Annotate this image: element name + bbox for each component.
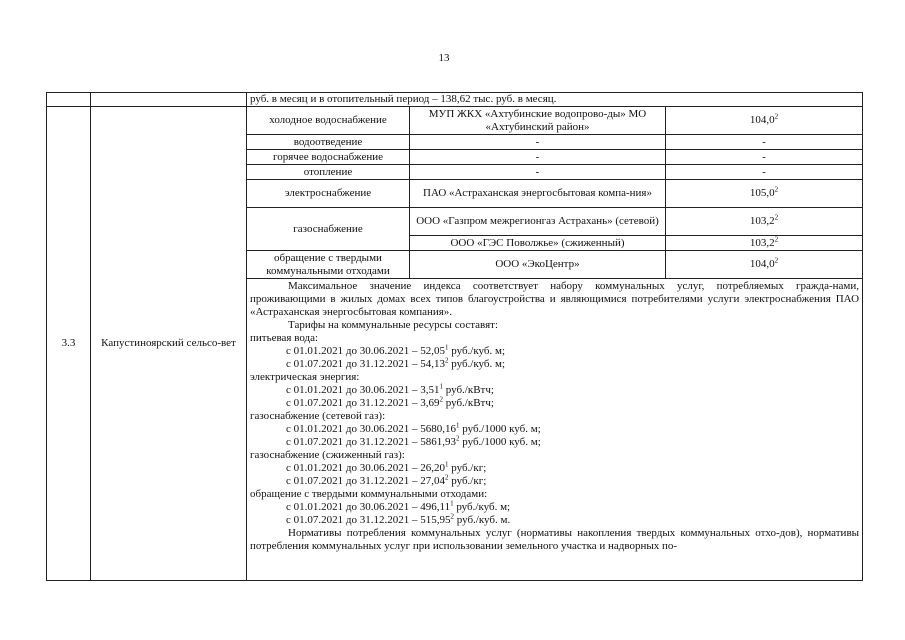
intro-paragraph: Максимальное значение индекса соответствует набору коммунальных услуг, потребляемых гражда-нами, проживающими в жилых домах всех типов благоустройства и являющимися потребителями услуги электроснабжения ПАО «Астраханская энергосбытовая компания». bbox=[250, 280, 860, 318]
index-value: 103,2$^2$ bbox=[666, 208, 863, 236]
tariff-group-title: газоснабжение (сетевой газ): bbox=[250, 410, 386, 422]
provider-name: ООО «ГЭС Поволжье» (сжиженный) bbox=[410, 236, 666, 251]
service-name: обращение с твердыми коммунальными отходами bbox=[247, 251, 410, 279]
tariff-line: с 01.01.2021 до 30.06.2021 – 52,05$^1$ руб./куб. м; bbox=[286, 343, 506, 357]
tariff-group-title: газоснабжение (сжиженный газ): bbox=[250, 449, 405, 461]
cell-empty-name bbox=[91, 93, 247, 107]
provider-name: - bbox=[410, 135, 666, 150]
tariff-line: с 01.07.2021 до 31.12.2021 – 515,95$^2$ руб./куб. м. bbox=[286, 512, 511, 526]
service-name: холодное водоснабжение bbox=[247, 107, 410, 135]
table-row-continuation bbox=[47, 93, 863, 107]
index-value: - bbox=[666, 150, 863, 165]
page-number: 13 bbox=[438, 52, 450, 64]
service-name: водоотведение bbox=[247, 135, 410, 150]
service-name: электроснабжение bbox=[247, 180, 410, 208]
tariff-line: с 01.07.2021 до 31.12.2021 – 54,13$^2$ руб./куб. м; bbox=[286, 356, 506, 370]
tariffs-heading: Тарифы на коммунальные ресурсы составят: bbox=[288, 319, 499, 331]
provider-name: ООО «Газпром межрегионгаз Астрахань» (сетевой) bbox=[410, 208, 666, 236]
tariff-table bbox=[46, 92, 863, 581]
tariff-group-title: электрическая энергия: bbox=[250, 371, 360, 383]
table-row-service bbox=[47, 107, 863, 135]
description-body bbox=[250, 280, 859, 580]
index-value: 105,0$^2$ bbox=[666, 180, 863, 208]
index-value: 104,0$^2$ bbox=[666, 107, 863, 135]
tariff-group-title: питьевая вода: bbox=[250, 332, 319, 344]
tariff-line: с 01.01.2021 до 30.06.2021 – 496,11$^1$ руб./куб. м; bbox=[286, 499, 511, 513]
index-value: - bbox=[666, 135, 863, 150]
provider-name: - bbox=[410, 165, 666, 180]
index-value: - bbox=[666, 165, 863, 180]
provider-name: ПАО «Астраханская энергосбытовая компа-ния» bbox=[410, 180, 666, 208]
cell-empty-num bbox=[47, 93, 91, 107]
index-value: 104,0$^2$ bbox=[666, 251, 863, 279]
continuation-text: руб. в месяц и в отопительный период – 138,62 тыс. руб. в месяц. bbox=[247, 93, 863, 107]
tariff-line: с 01.01.2021 до 30.06.2021 – 3,51$^1$ руб./кВтч; bbox=[286, 382, 494, 396]
provider-name: - bbox=[410, 150, 666, 165]
closing-paragraph: Нормативы потребления коммунальных услуг (нормативы накопления твердых коммунальных отхо-дов), нормативы потребления коммунальных услуг при использовании земельного участка и надворных по- bbox=[250, 527, 860, 552]
tariff-line: с 01.01.2021 до 30.06.2021 – 26,20$^1$ руб./кг; bbox=[286, 460, 487, 474]
provider-name: МУП ЖКХ «Ахтубинские водопрово-ды» МО «Ахтубинский район» bbox=[410, 107, 666, 135]
service-name: горячее водоснабжение bbox=[247, 150, 410, 165]
tariff-line: с 01.01.2021 до 30.06.2021 – 5680,16$^1$ руб./1000 куб. м; bbox=[286, 421, 541, 435]
service-name: отопление bbox=[247, 165, 410, 180]
provider-name: ООО «ЭкоЦентр» bbox=[410, 251, 666, 279]
settlement-name: Капустиноярский сельсо-вет bbox=[91, 107, 247, 581]
tariff-line: с 01.07.2021 до 31.12.2021 – 27,04$^2$ руб./кг; bbox=[286, 473, 487, 487]
tariff-line: с 01.07.2021 до 31.12.2021 – 3,69$^2$ руб./кВтч; bbox=[286, 395, 494, 409]
tariff-group-title: обращение с твердыми коммунальными отходами: bbox=[250, 488, 488, 500]
service-name: газоснабжение bbox=[247, 208, 410, 251]
description-cell bbox=[247, 279, 863, 581]
index-value: 103,2$^2$ bbox=[666, 236, 863, 251]
row-number: 3.3 bbox=[47, 107, 91, 581]
tariff-line: с 01.07.2021 до 31.12.2021 – 5861,93$^2$ руб./1000 куб. м; bbox=[286, 434, 541, 448]
